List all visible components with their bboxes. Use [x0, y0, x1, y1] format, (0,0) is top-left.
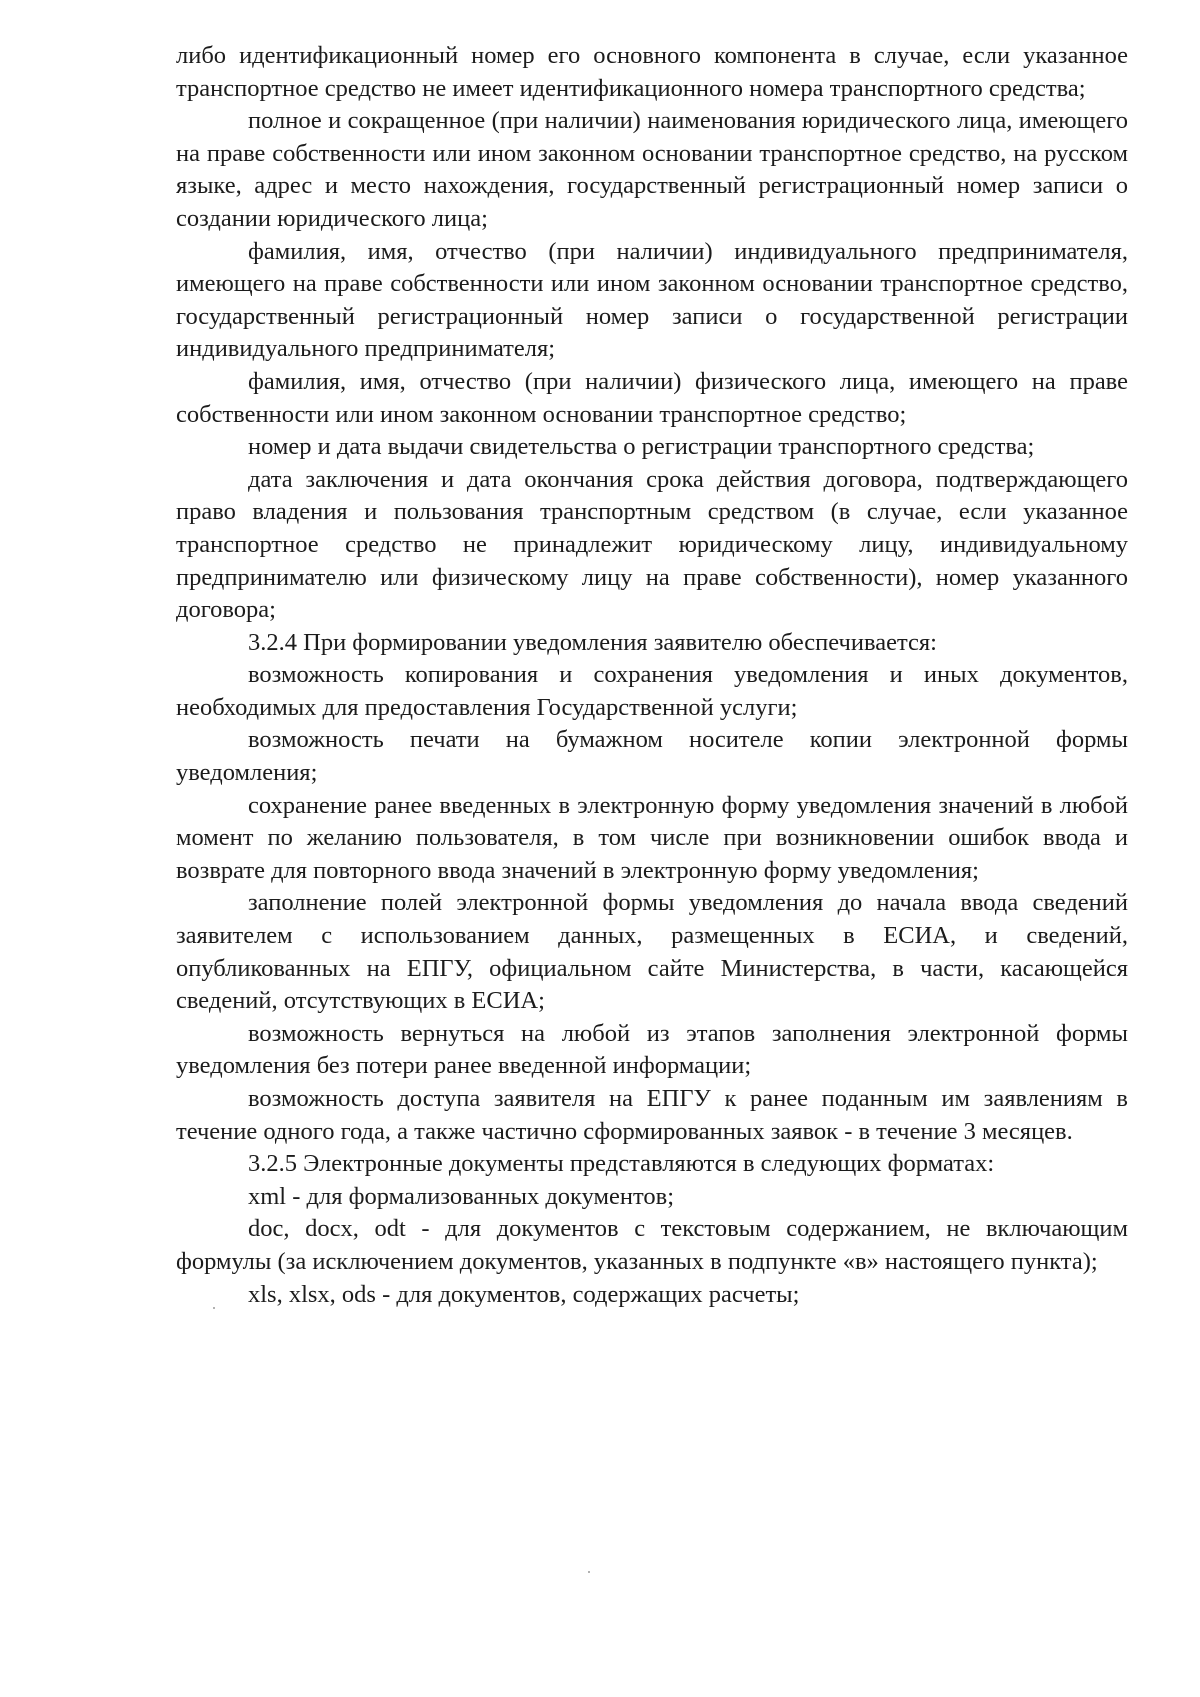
paragraph-entrepreneur-name: фамилия, имя, отчество (при наличии) индивидуального предпринимателя, имеющего на праве собственности или ином законном основании транспортное средство, государственный регистрационный номер записи о государственной регистрации индивидуального предпринимателя;: [176, 237, 1128, 363]
scan-speck: [213, 1307, 215, 1309]
paragraph-format-xml: xml - для формализованных документов;: [248, 1182, 675, 1210]
paragraph-save-values: сохранение ранее введенных в электронную форму уведомления значений в любой момент по желанию пользователя, в том числе при возникновении ошибок ввода и возврате для повторного ввода значений в электронную форму уведомления;: [176, 791, 1128, 884]
paragraph-legal-entity-name: полное и сокращенное (при наличии) наименования юридического лица, имеющего на праве собственности или ином законном основании транспортное средство, на русском языке, адрес и место нахождения, государственный регистрационный номер записи о создании юридического лица;: [176, 107, 1128, 232]
paragraph-individual-name: фамилия, имя, отчество (при наличии) физического лица, имеющего на праве собственности или ином законном основании транспортное средство;: [176, 367, 1128, 428]
section-heading-3-2-5: 3.2.5 Электронные документы представляются в следующих форматах:: [248, 1150, 995, 1178]
paragraph-return-to-step: возможность вернуться на любой из этапов заполнения электронной формы уведомления без потери ранее введенной информации;: [176, 1019, 1128, 1080]
paragraph-registration-certificate: номер и дата выдачи свидетельства о регистрации транспортного средства;: [248, 433, 1035, 461]
paragraph-access-applications: возможность доступа заявителя на ЕПГУ к ранее поданным им заявлениям в течение одного года, а также частично сформированных заявок - в течение 3 месяцев.: [176, 1085, 1128, 1145]
paragraph-prefill-fields: заполнение полей электронной формы уведомления до начала ввода сведений заявителем с использованием данных, размещенных в ЕСИА, и сведений, опубликованных на ЕПГУ, официальном сайте Министерства, в части, касающейся сведений, отсутствующих в ЕСИА;: [176, 889, 1128, 1015]
paragraph-copy-save: возможность копирования и сохранения уведомления и иных документов, необходимых для предоставления Государственной услуги;: [176, 661, 1128, 721]
paragraph-format-xls: xls, xlsx, ods - для документов, содержащих расчеты;: [248, 1280, 800, 1308]
paragraph-contract-dates: дата заключения и дата окончания срока действия договора, подтверждающего право владения и пользования транспортным средством (в случае, если указанное транспортное средство не принадлежит юридическому лицу, индивидуальному предпринимателю или физическому лицу на праве собственности), номер указанного договора;: [176, 465, 1128, 624]
paragraph-format-doc: doc, docx, odt - для документов с текстовым содержанием, не включающим формулы (за исключением документов, указанных в подпункте «в» настоящего пункта);: [176, 1215, 1128, 1275]
document-body: [176, 40, 1128, 1311]
section-heading-3-2-4: 3.2.4 При формировании уведомления заявителю обеспечивается:: [248, 628, 937, 656]
scan-speck: [588, 1571, 590, 1573]
paragraph-vin-continuation: либо идентификационный номер его основного компонента в случае, если указанное транспортное средство не имеет идентификационного номера транспортного средства;: [176, 42, 1128, 102]
paragraph-print: возможность печати на бумажном носителе копии электронной формы уведомления;: [176, 726, 1128, 787]
